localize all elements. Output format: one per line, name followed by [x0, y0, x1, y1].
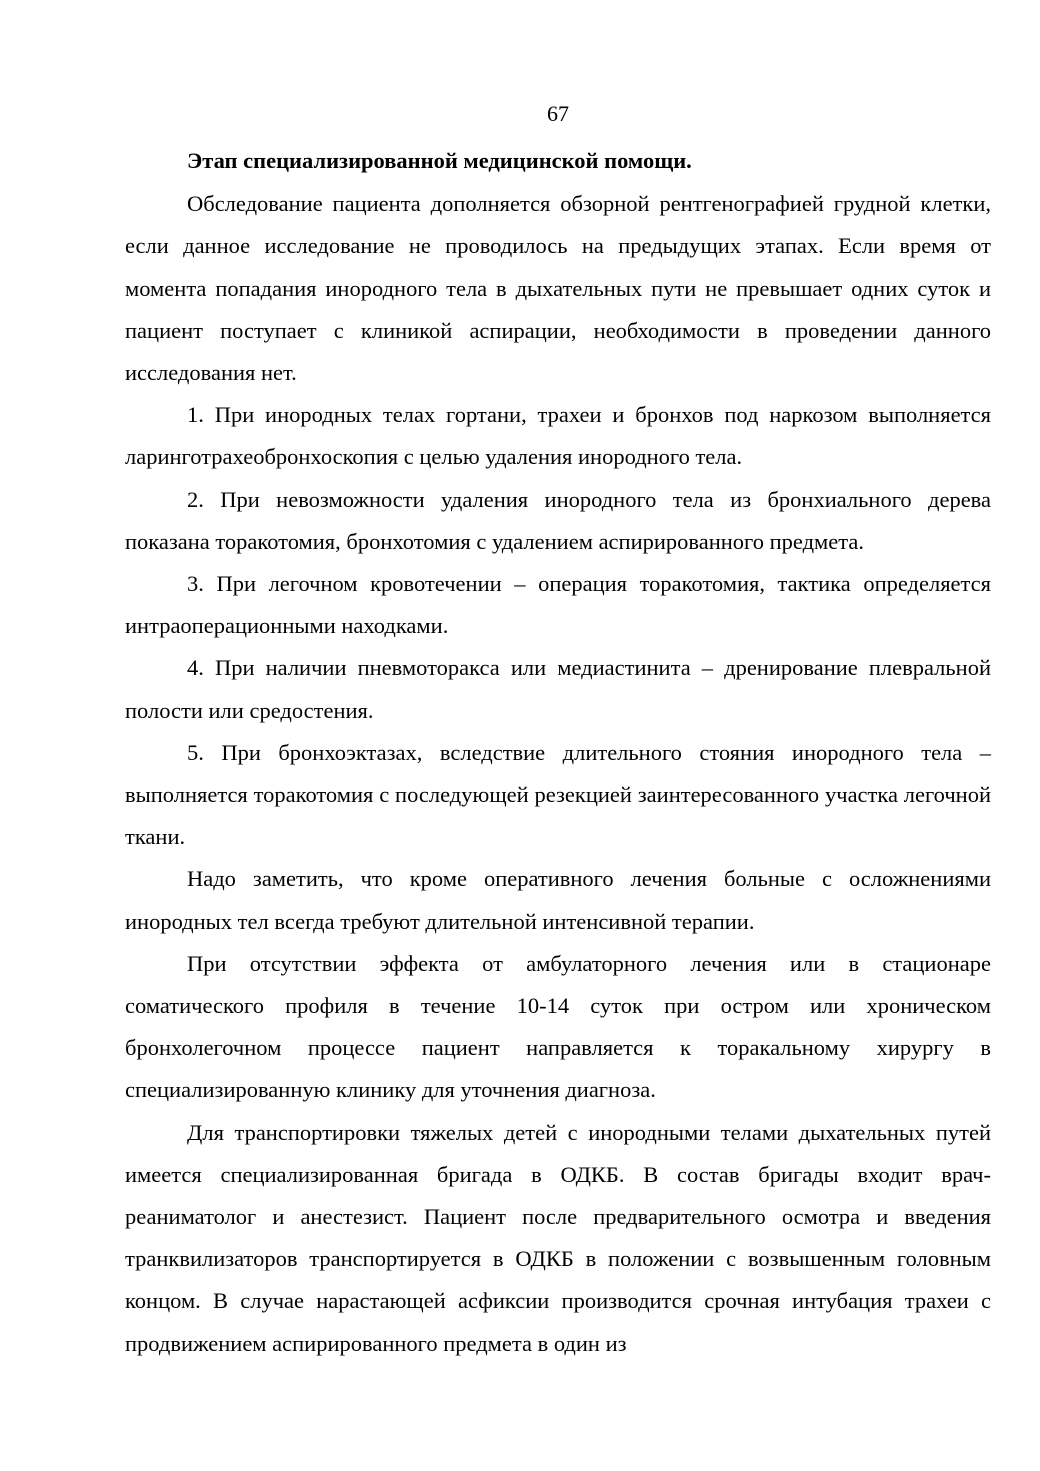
paragraph-item-2: 2. При невозможности удаления инородного тела из бронхиального дерева показана торакотомия, бронхотомия с удалением аспирированного предмета.: [125, 486, 991, 554]
paragraph-referral: При отсутствии эффекта от амбулаторного лечения или в стационаре соматического профиля в течение 10-14 суток при остром или хроническом бронхолегочном процессе пациент направляется к торакальному хирургу в специализированную клинику для уточнения диагноза.: [125, 950, 991, 1103]
paragraph-item-1: 1. При инородных телах гортани, трахеи и бронхов под наркозом выполняется ларинготрахеобронхоскопия с целью удаления инородного тела.: [125, 402, 991, 470]
page-number: 67: [547, 101, 569, 126]
section-heading: Этап специализированной медицинской помощи.: [187, 148, 692, 173]
paragraph-note: Надо заметить, что кроме оперативного лечения больные с осложнениями инородных тел всегда требуют длительной интенсивной терапии.: [125, 866, 991, 934]
paragraph-transport: Для транспортировки тяжелых детей с инородными телами дыхательных путей имеется специализированная бригада в ОДКБ. В состав бригады входит врач-реаниматолог и анестезист. Пациент после предварительного осмотра и введения транквилизаторов транспортируется в ОДКБ в положении с возвышенным головным концом. В случае нарастающей асфиксии производится срочная интубация трахеи с продвижением аспирированного предмета в один из: [125, 1119, 991, 1356]
document-body: [125, 140, 991, 1365]
paragraph-item-3: 3. При легочном кровотечении – операция торакотомия, тактика определяется интраоперационными находками.: [125, 571, 991, 639]
paragraph-intro: Обследование пациента дополняется обзорной рентгенографией грудной клетки, если данное исследование не проводилось на предыдущих этапах. Если время от момента попадания инородного тела в дыхательных пути не превышает одних суток и пациент поступает с клиникой аспирации, необходимости в проведении данного исследования нет.: [125, 191, 991, 386]
paragraph-item-5: 5. При бронхоэктазах, вследствие длительного стояния инородного тела – выполняется торакотомия с последующей резекцией заинтересованного участка легочной ткани.: [125, 739, 991, 850]
paragraph-item-4: 4. При наличии пневмоторакса или медиастинита – дренирование плевральной полости или средостения.: [125, 655, 991, 723]
